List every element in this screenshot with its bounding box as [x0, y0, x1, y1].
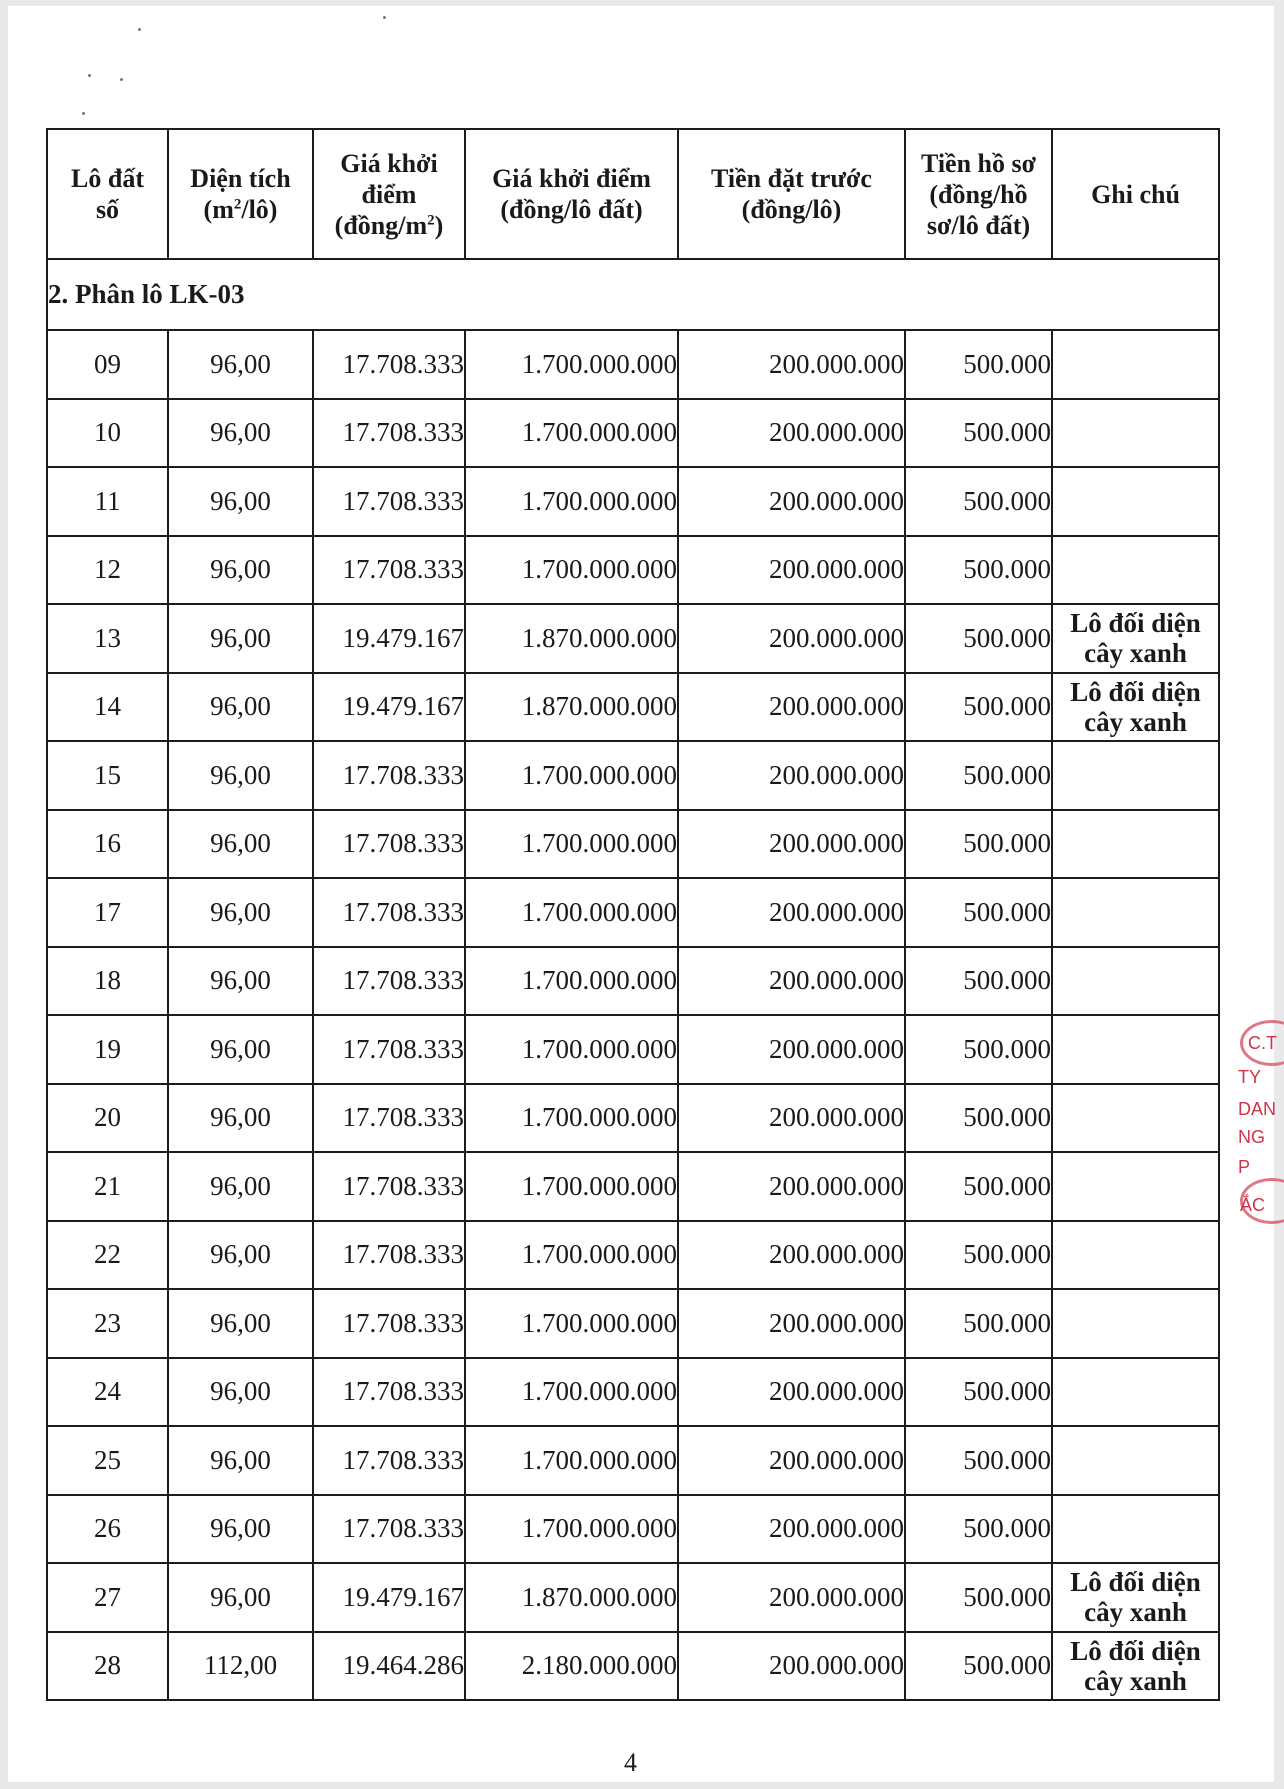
price-per-lot-cell: 1.870.000.000	[465, 604, 678, 673]
notes-cell	[1052, 1358, 1219, 1427]
deposit-cell: 200.000.000	[678, 1221, 905, 1290]
price-per-lot-cell: 1.700.000.000	[465, 1289, 678, 1358]
header-area	[168, 129, 313, 259]
price-per-m2-cell: 17.708.333	[313, 1015, 465, 1084]
area-cell: 96,00	[168, 330, 313, 399]
note-line: Lô đối diện	[1070, 608, 1201, 639]
area-cell: 96,00	[168, 604, 313, 673]
application-fee-cell: 500.000	[905, 1426, 1052, 1495]
header-text: Diện tích	[190, 164, 291, 193]
header-starting-price-per-m2	[313, 129, 465, 259]
lot-number-cell: 09	[47, 330, 168, 399]
notes-cell	[1052, 1426, 1219, 1495]
table-row	[47, 1358, 1219, 1427]
table-row	[47, 673, 1219, 742]
price-per-lot-cell: 1.700.000.000	[465, 810, 678, 879]
price-per-m2-cell: 17.708.333	[313, 1358, 465, 1427]
area-cell: 96,00	[168, 1426, 313, 1495]
application-fee-cell: 500.000	[905, 1563, 1052, 1632]
application-fee-cell: 500.000	[905, 1358, 1052, 1427]
lot-number-cell: 20	[47, 1084, 168, 1153]
table-row	[47, 1221, 1219, 1290]
price-per-m2-cell: 17.708.333	[313, 741, 465, 810]
price-per-m2-cell: 17.708.333	[313, 947, 465, 1016]
application-fee-cell: 500.000	[905, 1221, 1052, 1290]
lot-number-cell: 28	[47, 1632, 168, 1701]
area-cell: 96,00	[168, 1015, 313, 1084]
application-fee-cell: 500.000	[905, 1632, 1052, 1701]
price-per-lot-cell: 1.700.000.000	[465, 1152, 678, 1221]
price-per-lot-cell: 1.700.000.000	[465, 741, 678, 810]
price-per-lot-cell: 1.700.000.000	[465, 878, 678, 947]
table-row	[47, 1563, 1219, 1632]
application-fee-cell: 500.000	[905, 810, 1052, 879]
application-fee-cell: 500.000	[905, 947, 1052, 1016]
price-per-m2-cell: 17.708.333	[313, 467, 465, 536]
price-per-lot-cell: 1.700.000.000	[465, 1015, 678, 1084]
header-starting-price-per-lot	[465, 129, 678, 259]
area-cell: 96,00	[168, 878, 313, 947]
header-text: Giá khởi	[340, 148, 438, 178]
lot-number-cell: 21	[47, 1152, 168, 1221]
table-row	[47, 947, 1219, 1016]
red-seal-stamp	[1236, 1020, 1284, 1240]
area-cell: 96,00	[168, 1563, 313, 1632]
lot-number-cell: 23	[47, 1289, 168, 1358]
notes-cell	[1052, 1152, 1219, 1221]
price-per-lot-cell: 1.700.000.000	[465, 330, 678, 399]
lot-number-cell: 22	[47, 1221, 168, 1290]
area-cell: 96,00	[168, 467, 313, 536]
land-lot-price-table	[46, 128, 1220, 1701]
header-text: (đồng/lô)	[741, 195, 842, 224]
lot-number-cell: 14	[47, 673, 168, 742]
application-fee-cell: 500.000	[905, 741, 1052, 810]
deposit-cell: 200.000.000	[678, 1426, 905, 1495]
lot-number-cell: 27	[47, 1563, 168, 1632]
price-per-m2-cell: 17.708.333	[313, 330, 465, 399]
header-notes	[1052, 129, 1219, 259]
page-number: 4	[624, 1748, 637, 1777]
price-per-lot-cell: 1.870.000.000	[465, 673, 678, 742]
table-row	[47, 810, 1219, 879]
notes-cell	[1052, 1495, 1219, 1564]
stamp-text: P	[1238, 1157, 1251, 1177]
price-per-m2-cell: 17.708.333	[313, 1426, 465, 1495]
lot-number-cell: 17	[47, 878, 168, 947]
application-fee-cell: 500.000	[905, 399, 1052, 468]
deposit-cell: 200.000.000	[678, 1152, 905, 1221]
notes-cell	[1052, 1084, 1219, 1153]
note-line: cây xanh	[1084, 638, 1187, 669]
deposit-cell: 200.000.000	[678, 947, 905, 1016]
header-text: (đồng/lô đất)	[500, 195, 643, 224]
lot-number-cell: 19	[47, 1015, 168, 1084]
price-per-m2-cell: 19.479.167	[313, 673, 465, 742]
lot-number-cell: 12	[47, 536, 168, 605]
price-per-lot-cell: 1.700.000.000	[465, 1426, 678, 1495]
area-cell: 96,00	[168, 1358, 313, 1427]
table-row	[47, 1289, 1219, 1358]
note-line: Lô đối diện	[1070, 1635, 1201, 1666]
stamp-text: TY	[1238, 1067, 1262, 1087]
area-cell: 96,00	[168, 673, 313, 742]
deposit-cell: 200.000.000	[678, 536, 905, 605]
stamp-text: ẮC	[1240, 1195, 1266, 1215]
notes-cell	[1052, 947, 1219, 1016]
table-row	[47, 604, 1219, 673]
table-row	[47, 1632, 1219, 1701]
table-row	[47, 1084, 1219, 1153]
note-line: cây xanh	[1084, 1665, 1187, 1696]
deposit-cell: 200.000.000	[678, 1289, 905, 1358]
lot-number-cell: 11	[47, 467, 168, 536]
scan-speck	[138, 28, 141, 31]
area-cell: 96,00	[168, 536, 313, 605]
area-cell: 96,00	[168, 1152, 313, 1221]
price-per-m2-cell: 17.708.333	[313, 1289, 465, 1358]
price-per-lot-cell: 1.700.000.000	[465, 1495, 678, 1564]
scan-speck	[82, 112, 85, 115]
price-per-m2-cell: 17.708.333	[313, 1221, 465, 1290]
notes-cell	[1052, 878, 1219, 947]
application-fee-cell: 500.000	[905, 1084, 1052, 1153]
lot-number-cell: 15	[47, 741, 168, 810]
header-text: Giá khởi điểm	[492, 164, 651, 193]
stamp-text: DAN	[1238, 1099, 1277, 1119]
note-line: Lô đối diện	[1070, 1567, 1201, 1598]
table-row	[47, 330, 1219, 399]
price-per-m2-cell: 17.708.333	[313, 1495, 465, 1564]
deposit-cell: 200.000.000	[678, 1358, 905, 1427]
scan-speck	[88, 74, 91, 77]
table-row	[47, 1152, 1219, 1221]
deposit-cell: 200.000.000	[678, 1632, 905, 1701]
deposit-cell: 200.000.000	[678, 673, 905, 742]
price-per-m2-cell: 17.708.333	[313, 810, 465, 879]
price-per-lot-cell: 1.700.000.000	[465, 1084, 678, 1153]
notes-cell	[1052, 810, 1219, 879]
table-row	[47, 1015, 1219, 1084]
price-per-lot-cell: 1.700.000.000	[465, 399, 678, 468]
notes-cell	[1052, 604, 1219, 673]
price-per-lot-cell: 1.700.000.000	[465, 467, 678, 536]
application-fee-cell: 500.000	[905, 1015, 1052, 1084]
table-row	[47, 741, 1219, 810]
notes-cell	[1052, 741, 1219, 810]
header-text: sơ/lô đất)	[926, 210, 1031, 240]
deposit-cell: 200.000.000	[678, 878, 905, 947]
area-cell: 96,00	[168, 741, 313, 810]
notes-cell	[1052, 536, 1219, 605]
deposit-cell: 200.000.000	[678, 1084, 905, 1153]
stamp-text: NG	[1238, 1127, 1265, 1147]
header-text: $(đồng/m^2)$	[334, 210, 444, 240]
table-row	[47, 536, 1219, 605]
table-row	[47, 467, 1219, 536]
notes-cell	[1052, 1632, 1219, 1701]
header-text: Tiền đặt trước	[711, 164, 872, 193]
notes-cell	[1052, 399, 1219, 468]
application-fee-cell: 500.000	[905, 1289, 1052, 1358]
price-per-lot-cell: 1.700.000.000	[465, 947, 678, 1016]
lot-number-cell: 13	[47, 604, 168, 673]
deposit-cell: 200.000.000	[678, 810, 905, 879]
deposit-cell: 200.000.000	[678, 1563, 905, 1632]
notes-cell	[1052, 1289, 1219, 1358]
header-text: số	[95, 195, 120, 224]
header-text: Tiền hồ sơ	[920, 148, 1037, 178]
notes-cell	[1052, 1015, 1219, 1084]
header-text: điểm	[361, 179, 417, 209]
header-text: $(m^2/lô)$	[203, 195, 278, 224]
table-row	[47, 1495, 1219, 1564]
notes-cell	[1052, 330, 1219, 399]
price-per-m2-cell: 17.708.333	[313, 536, 465, 605]
lot-number-cell: 18	[47, 947, 168, 1016]
note-line: cây xanh	[1084, 706, 1187, 737]
section-row	[47, 259, 1219, 330]
area-cell: 96,00	[168, 947, 313, 1016]
area-cell: 96,00	[168, 1084, 313, 1153]
deposit-cell: 200.000.000	[678, 1495, 905, 1564]
table-row	[47, 878, 1219, 947]
lot-number-cell: 10	[47, 399, 168, 468]
deposit-cell: 200.000.000	[678, 467, 905, 536]
area-cell: 96,00	[168, 1495, 313, 1564]
header-text: Lô đất	[71, 164, 144, 193]
deposit-cell: 200.000.000	[678, 1015, 905, 1084]
lot-number-cell: 24	[47, 1358, 168, 1427]
header-lot-number	[47, 129, 168, 259]
area-cell: 112,00	[168, 1632, 313, 1701]
header-application-fee	[905, 129, 1052, 259]
application-fee-cell: 500.000	[905, 1152, 1052, 1221]
application-fee-cell: 500.000	[905, 604, 1052, 673]
scan-speck	[120, 78, 123, 81]
deposit-cell: 200.000.000	[678, 741, 905, 810]
notes-cell	[1052, 673, 1219, 742]
header-text: (đồng/hồ	[929, 179, 1028, 209]
application-fee-cell: 500.000	[905, 878, 1052, 947]
header-row	[47, 129, 1219, 259]
table-row	[47, 399, 1219, 468]
deposit-cell: 200.000.000	[678, 604, 905, 673]
application-fee-cell: 500.000	[905, 673, 1052, 742]
note-line: Lô đối diện	[1070, 676, 1201, 707]
table-row	[47, 1426, 1219, 1495]
scan-speck	[383, 16, 386, 19]
price-per-m2-cell: 17.708.333	[313, 399, 465, 468]
deposit-cell: 200.000.000	[678, 399, 905, 468]
price-per-lot-cell: 1.700.000.000	[465, 1221, 678, 1290]
section-title: 2. Phân lô LK-03	[47, 259, 1219, 330]
header-text: Ghi chú	[1091, 179, 1180, 209]
price-per-lot-cell: 2.180.000.000	[465, 1632, 678, 1701]
note-line: cây xanh	[1084, 1597, 1187, 1628]
price-per-lot-cell: 1.700.000.000	[465, 1358, 678, 1427]
price-per-lot-cell: 1.870.000.000	[465, 1563, 678, 1632]
deposit-cell: 200.000.000	[678, 330, 905, 399]
area-cell: 96,00	[168, 1289, 313, 1358]
header-deposit	[678, 129, 905, 259]
lot-number-cell: 16	[47, 810, 168, 879]
area-cell: 96,00	[168, 810, 313, 879]
stamp-text: C.T	[1248, 1033, 1277, 1053]
application-fee-cell: 500.000	[905, 1495, 1052, 1564]
lot-number-cell: 26	[47, 1495, 168, 1564]
price-per-m2-cell: 19.464.286	[313, 1632, 465, 1701]
price-per-m2-cell: 19.479.167	[313, 1563, 465, 1632]
area-cell: 96,00	[168, 1221, 313, 1290]
price-per-m2-cell: 17.708.333	[313, 1152, 465, 1221]
price-per-m2-cell: 17.708.333	[313, 878, 465, 947]
notes-cell	[1052, 467, 1219, 536]
lot-number-cell: 25	[47, 1426, 168, 1495]
application-fee-cell: 500.000	[905, 536, 1052, 605]
price-per-lot-cell: 1.700.000.000	[465, 536, 678, 605]
application-fee-cell: 500.000	[905, 467, 1052, 536]
application-fee-cell: 500.000	[905, 330, 1052, 399]
notes-cell	[1052, 1563, 1219, 1632]
price-per-m2-cell: 19.479.167	[313, 604, 465, 673]
area-cell: 96,00	[168, 399, 313, 468]
price-per-m2-cell: 17.708.333	[313, 1084, 465, 1153]
notes-cell	[1052, 1221, 1219, 1290]
